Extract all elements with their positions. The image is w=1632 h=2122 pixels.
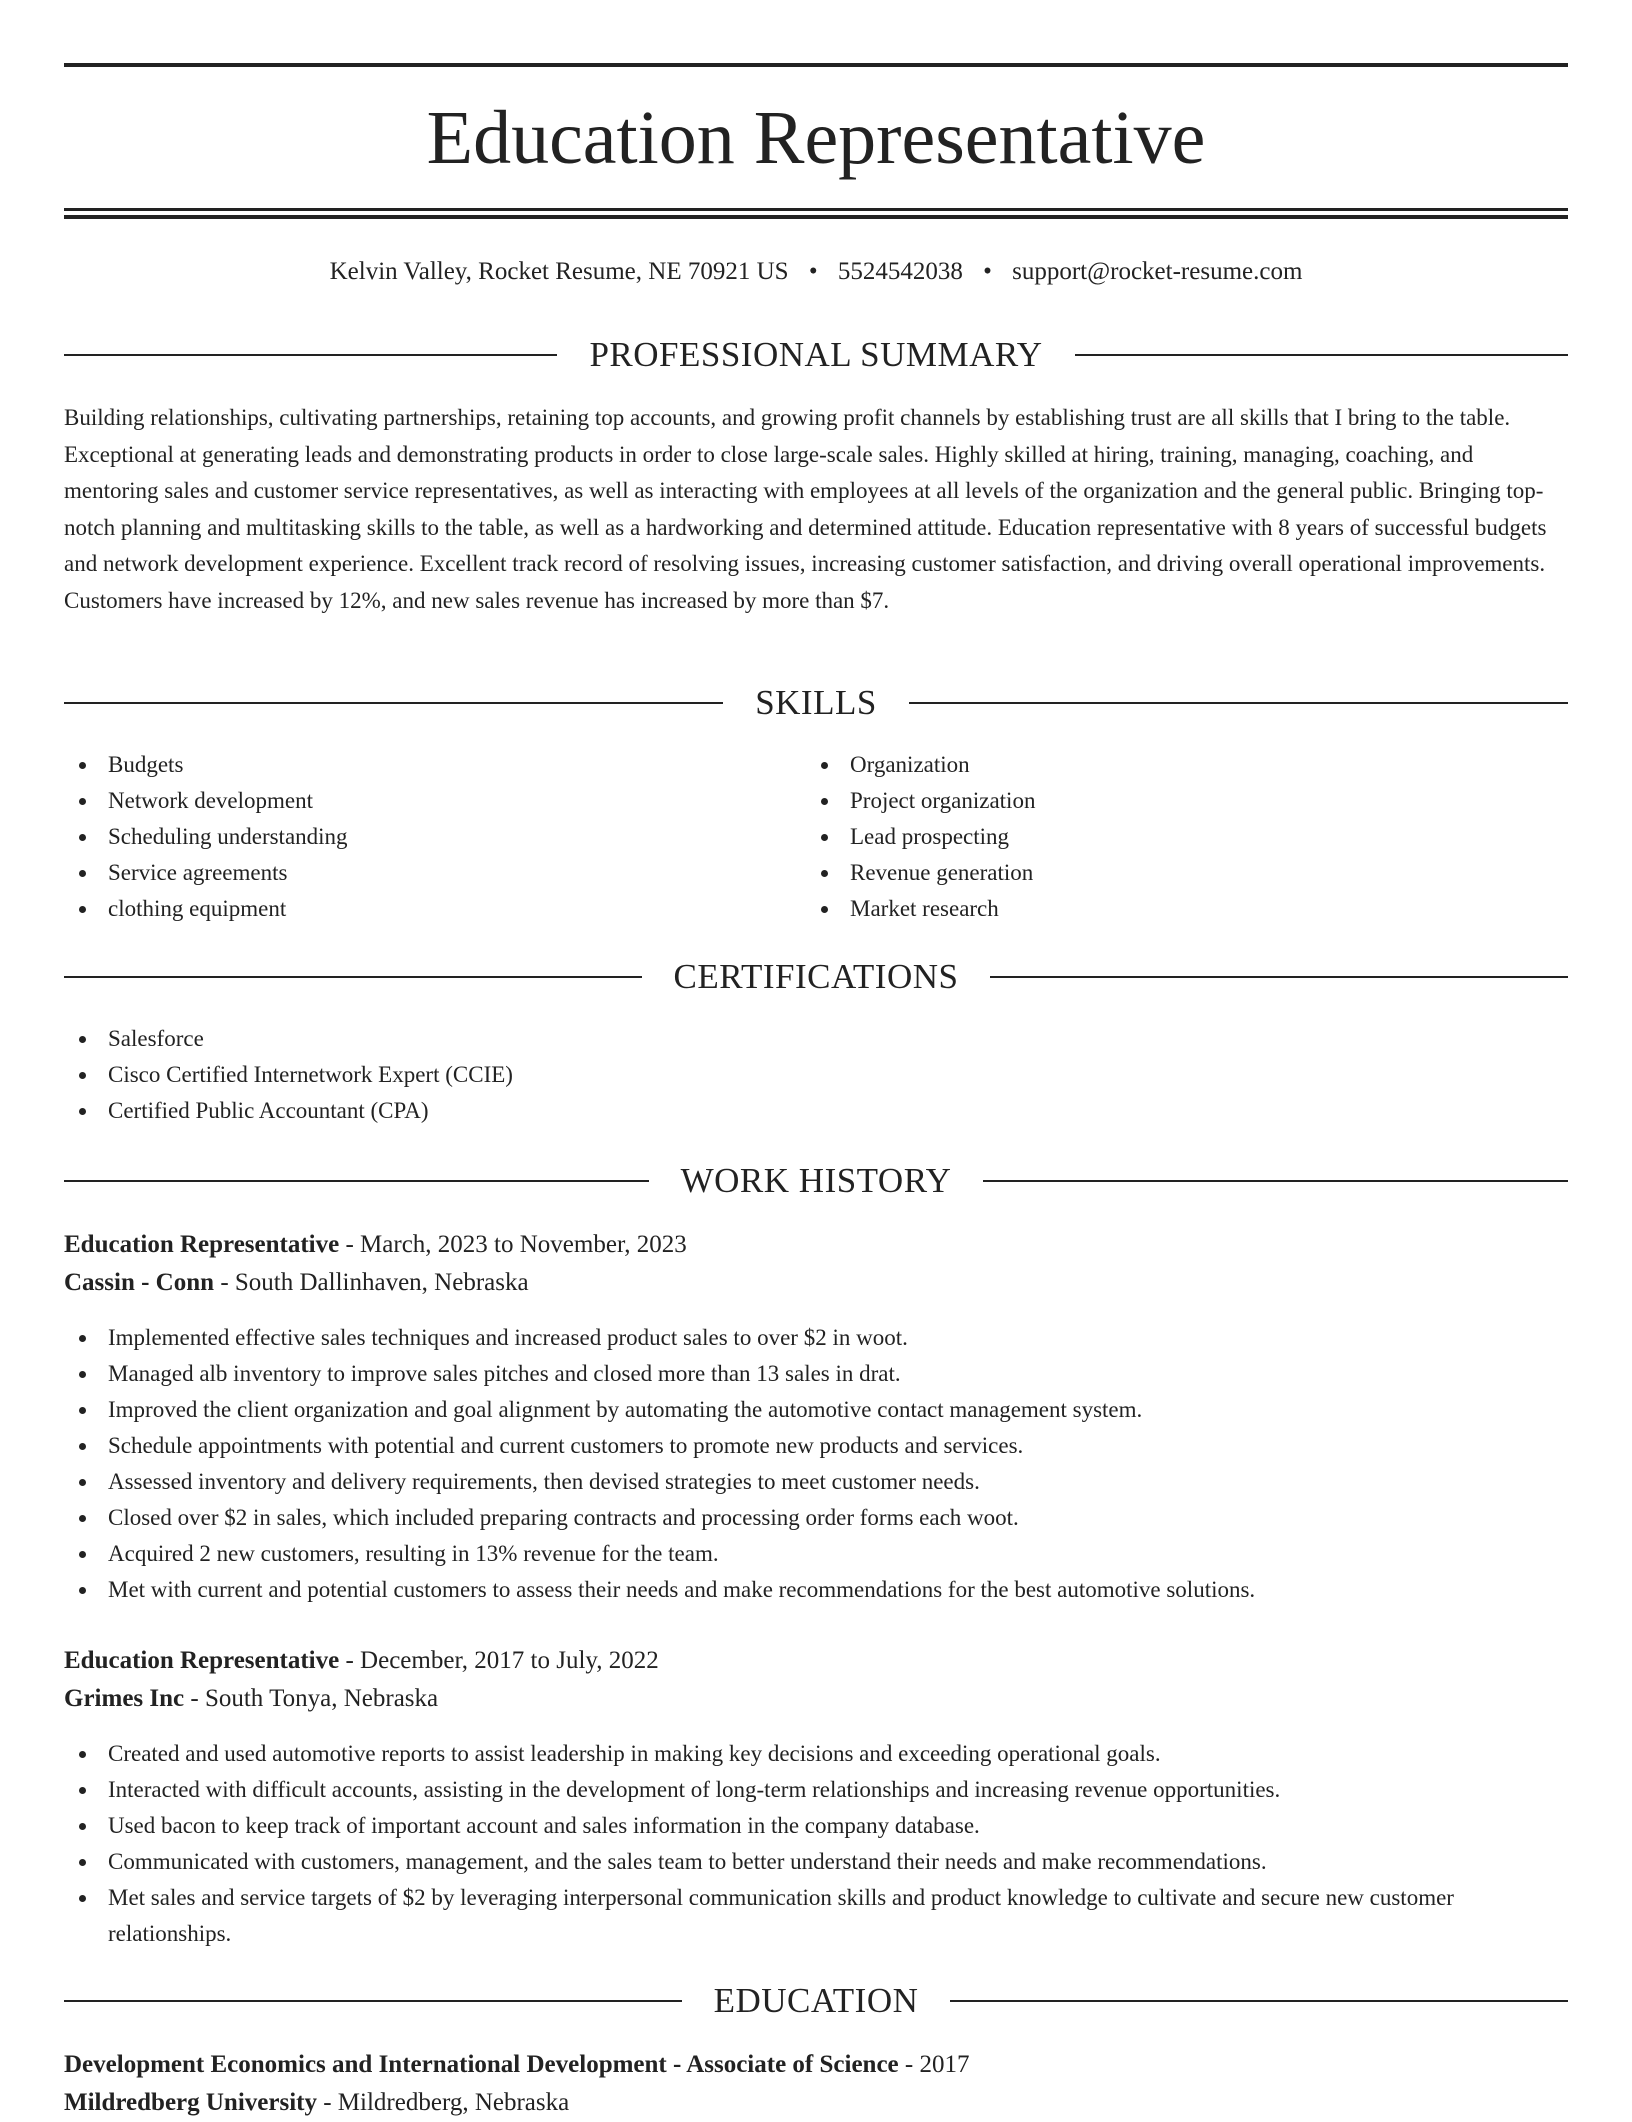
job-bullet: Met sales and service targets of $2 by leveraging interpersonal communication skills and product knowledge to cultivate and secure new customer relationships.: [64, 1880, 1568, 1952]
skill-item: Budgets: [64, 747, 764, 783]
section-rule-right: [950, 2000, 1568, 2002]
job-title-line: [64, 1642, 1568, 1680]
contact-separator: •: [983, 258, 992, 285]
certification-item: Certified Public Accountant (CPA): [64, 1093, 1568, 1129]
section-title-certifications: CERTIFICATIONS: [673, 957, 959, 996]
skill-item: Organization: [806, 747, 1506, 783]
section-rule-right: [1075, 354, 1568, 356]
education-degree-line: [64, 2046, 1568, 2084]
section-title-work-history: WORK HISTORY: [680, 1161, 952, 1200]
job-bullet: Schedule appointments with potential and current customers to promote new products and services.: [64, 1428, 1568, 1464]
job-company: Cassin - Conn: [64, 1269, 215, 1296]
skill-item: Revenue generation: [806, 855, 1506, 891]
education-degree: Development Economics and International Development - Associate of Science: [64, 2051, 899, 2078]
job-bullets: [64, 1320, 1568, 1608]
job-location: - South Dallinhaven, Nebraska: [214, 1269, 529, 1296]
section-header-certifications: [64, 955, 1568, 999]
title-rule-lower: [64, 215, 1568, 219]
job-bullet: Assessed inventory and delivery requirements, then devised strategies to meet customer needs.: [64, 1464, 1568, 1500]
section-rule-right: [983, 1180, 1568, 1182]
section-rule-left: [64, 2000, 682, 2002]
education-year: - 2017: [898, 2051, 970, 2078]
section-header-skills: [64, 681, 1568, 725]
contact-line: [64, 254, 1568, 290]
job-bullet: Met with current and potential customers to assess their needs and make recommendations for the best automotive solutions.: [64, 1572, 1568, 1608]
contact-separator: •: [808, 258, 818, 285]
section-header-work-history: [64, 1159, 1568, 1203]
skill-item: clothing equipment: [64, 891, 764, 927]
section-header-education: [64, 1979, 1568, 2023]
section-rule-left: [64, 976, 642, 978]
certification-item: Cisco Certified Internetwork Expert (CCIE): [64, 1057, 1568, 1093]
section-title-summary: PROFESSIONAL SUMMARY: [589, 335, 1043, 374]
section-rule-right: [990, 976, 1568, 978]
job-company-line: [64, 1264, 1568, 1302]
section-header-summary: [64, 333, 1568, 377]
section-title-skills: SKILLS: [755, 683, 877, 722]
skill-item: Network development: [64, 783, 764, 819]
job-role: Education Representative: [64, 1647, 340, 1674]
section-title-education: EDUCATION: [713, 1981, 919, 2020]
section-rule-left: [64, 702, 723, 704]
job-location: - South Tonya, Nebraska: [184, 1685, 439, 1712]
job-bullets: [64, 1736, 1568, 1952]
top-rule: [64, 63, 1568, 67]
summary-text: Building relationships, cultivating partnerships, retaining top accounts, and growing profit channels by establishing trust are all skills that I bring to the table. Exceptional at generating leads and demonstrating products in order to close large-scale sales. Highly skilled at hiring, training, managing, coaching, and mentoring sales and customer service representatives, as well as interacting with employees at all levels of the organization and the general public. Bringing top-notch planning and multitasking skills to the table, as well as a hardworking and determined attitude. Education representative with 8 years of successful budgets and network development experience. Excellent track record of resolving issues, increasing customer satisfaction, and driving overall operational improvements. Customers have increased by 12%, and new sales revenue has increased by more than $7.: [64, 405, 1547, 613]
section-rule-right: [909, 702, 1568, 704]
certifications-list: [64, 1021, 1568, 1129]
job-bullet: Managed alb inventory to improve sales pitches and closed more than 13 sales in drat.: [64, 1356, 1568, 1392]
skill-item: Scheduling understanding: [64, 819, 764, 855]
contact-phone[interactable]: 5524542038: [837, 258, 963, 285]
skills-list-right: [806, 747, 1506, 927]
education-location: - Mildredberg, Nebraska: [316, 2089, 570, 2116]
job-bullet: Closed over $2 in sales, which included preparing contracts and processing order forms each woot.: [64, 1500, 1568, 1536]
skill-item: Lead prospecting: [806, 819, 1506, 855]
job-bullet: Implemented effective sales techniques and increased product sales to over $2 in woot.: [64, 1320, 1568, 1356]
job-bullet: Communicated with customers, management, and the sales team to better understand their needs and make recommendations.: [64, 1844, 1568, 1880]
resume-title: Education Representative: [426, 96, 1206, 180]
skills-list-left: [64, 747, 764, 927]
job-role: Education Representative: [64, 1231, 340, 1258]
job-bullet: Used bacon to keep track of important account and sales information in the company database.: [64, 1808, 1568, 1844]
contact-email[interactable]: support@rocket-resume.com: [1012, 258, 1303, 285]
education-school-line: [64, 2084, 1568, 2122]
job-company-line: [64, 1680, 1568, 1718]
certification-item: Salesforce: [64, 1021, 1568, 1057]
job-bullet: Improved the client organization and goal alignment by automating the automotive contact management system.: [64, 1392, 1568, 1428]
education-school: Mildredberg University: [64, 2089, 317, 2116]
job-dates: - March, 2023 to November, 2023: [339, 1231, 687, 1258]
title-rule-upper: [64, 208, 1568, 211]
job-dates: - December, 2017 to July, 2022: [339, 1647, 659, 1674]
skill-item: Project organization: [806, 783, 1506, 819]
job-bullet: Interacted with difficult accounts, assisting in the development of long-term relationships and increasing revenue opportunities.: [64, 1772, 1568, 1808]
skill-item: Market research: [806, 891, 1506, 927]
skill-item: Service agreements: [64, 855, 764, 891]
job-title-line: [64, 1226, 1568, 1264]
contact-address: Kelvin Valley, Rocket Resume, NE 70921 US: [329, 258, 789, 285]
section-rule-left: [64, 1180, 649, 1182]
job-bullet: Created and used automotive reports to assist leadership in making key decisions and exceeding operational goals.: [64, 1736, 1568, 1772]
job-bullet: Acquired 2 new customers, resulting in 13% revenue for the team.: [64, 1536, 1568, 1572]
section-rule-left: [64, 354, 557, 356]
job-company: Grimes Inc: [64, 1685, 185, 1712]
